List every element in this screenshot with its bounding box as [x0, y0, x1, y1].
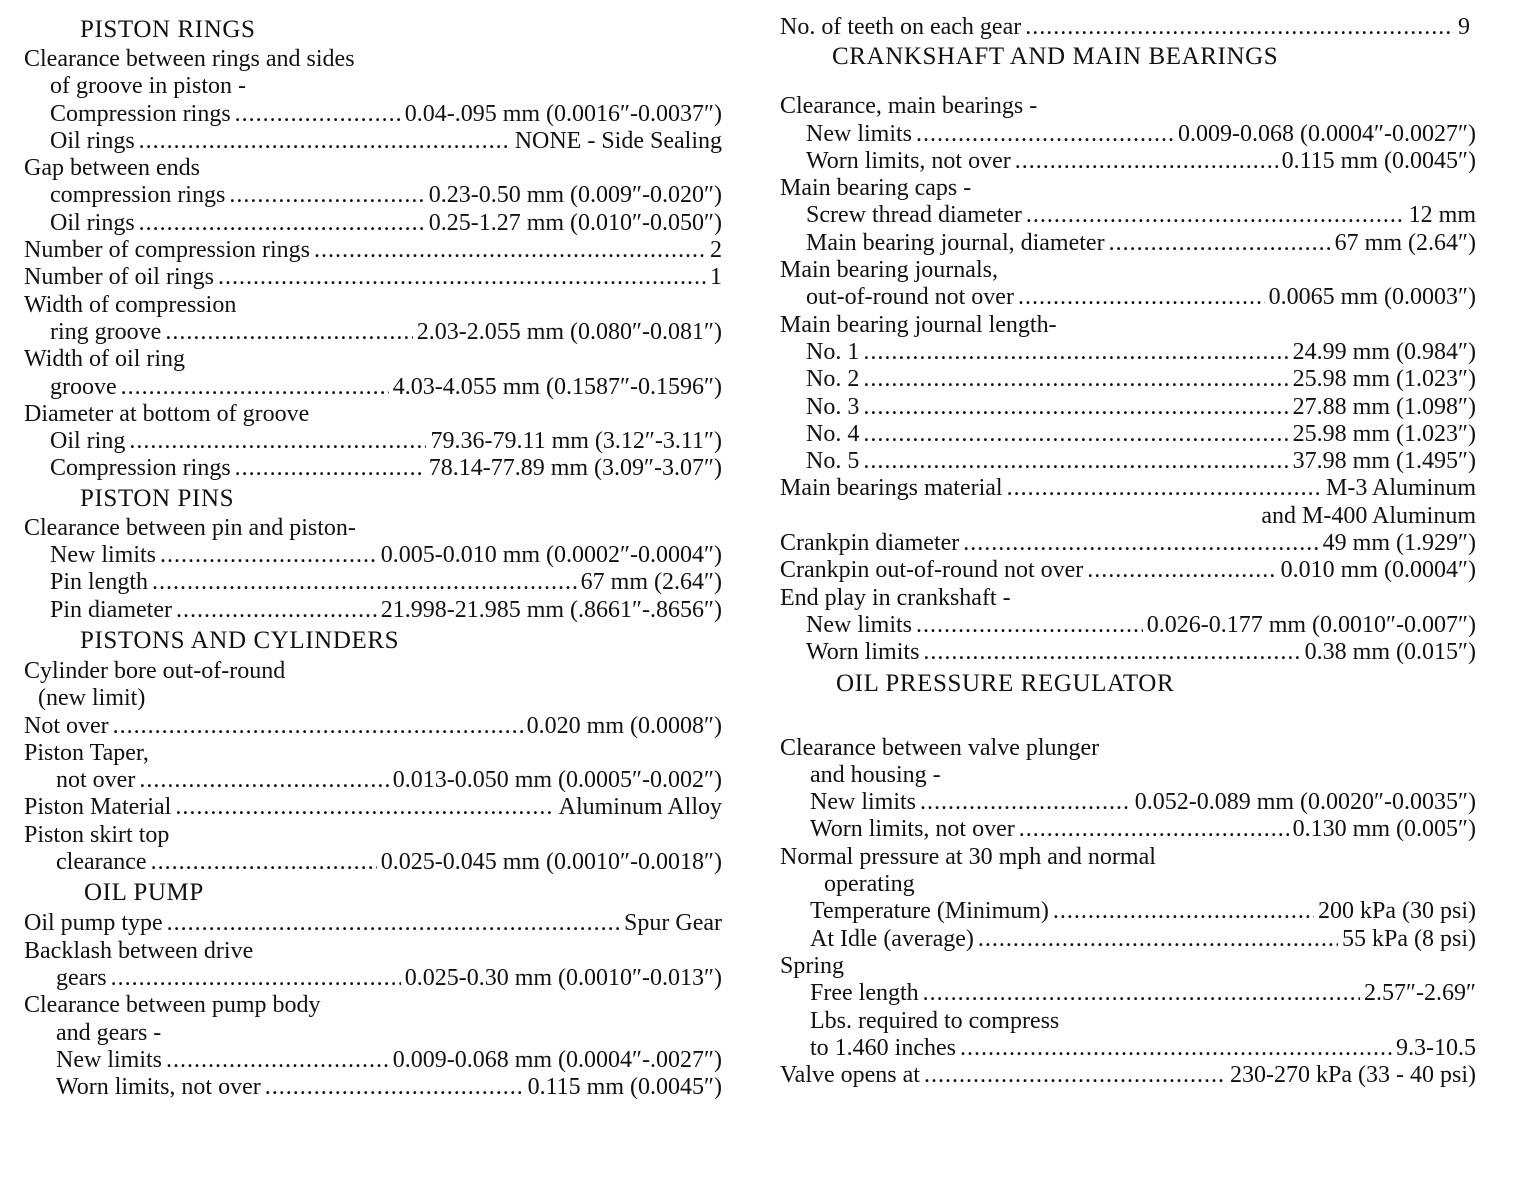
spec-row: Free length ..... 2.57″-2.69″ — [780, 980, 1476, 1007]
spec-row: New limits ..... 0.009-0.068 (0.0004″-0.0027″) — [780, 121, 1476, 148]
spacer — [780, 73, 1476, 93]
text-line: Spring — [780, 952, 845, 979]
text-line: Piston skirt top — [24, 821, 170, 848]
spec-row: Worn limits, not over ..... 0.115 mm (0.0045″) — [24, 1074, 722, 1101]
spec-row: Main bearings material ..... M-3 Aluminum — [780, 475, 1476, 502]
section-title-oil-pressure: OIL PRESSURE REGULATOR — [836, 669, 1175, 697]
text-line: (new limit) — [38, 685, 146, 712]
text-line: Main bearing journal length- — [780, 311, 1057, 338]
text-line: Cylinder bore out-of-round — [24, 657, 286, 684]
text-line: Piston Taper, — [24, 739, 149, 766]
spec-row: No. 4 ..... 25.98 mm (1.023″) — [780, 421, 1476, 448]
spec-row: No. 1 ..... 24.99 mm (0.984″) — [780, 339, 1476, 366]
text-line: Clearance, main bearings - — [780, 93, 1038, 120]
spec-row: No. 2 ..... 25.98 mm (1.023″) — [780, 366, 1476, 393]
spec-row: New limits ..... 0.005-0.010 mm (0.0002″-0.0004″) — [24, 542, 722, 569]
spec-row: not over ..... 0.013-0.050 mm (0.0005″-0.002″) — [24, 767, 722, 794]
text-line: Clearance between valve plunger — [780, 734, 1100, 761]
text-line: Clearance between pin and piston- — [24, 514, 356, 541]
text-line: and housing - — [810, 761, 941, 788]
section-title-crankshaft: CRANKSHAFT AND MAIN BEARINGS — [832, 43, 1279, 71]
spec-row: ring groove ..... 2.03-2.055 mm (0.080″-0.081″) — [24, 319, 722, 346]
spec-row: Oil ring ..... 79.36-79.11 mm (3.12″-3.11″) — [24, 428, 722, 455]
spec-row: Oil pump type ..... Spur Gear — [24, 910, 722, 937]
spec-row: groove ..... 4.03-4.055 mm (0.1587″-0.1596″) — [24, 374, 722, 401]
spec-row: Screw thread diameter ..... 12 mm — [780, 202, 1476, 229]
spec-row: Worn limits, not over ..... 0.130 mm (0.005″) — [780, 816, 1476, 843]
section-title-piston-rings: PISTON RINGS — [80, 16, 256, 43]
spec-row: New limits ..... 0.009-0.068 mm (0.0004″-.0027″) — [24, 1047, 722, 1074]
spec-row: Pin diameter ..... 21.998-21.985 mm (.8661″-.8656″) — [24, 597, 722, 624]
spec-row: Temperature (Minimum) ..... 200 kPa (30 psi) — [780, 898, 1476, 925]
text-line: Diameter at bottom of groove — [24, 400, 310, 427]
spec-row: Not over ..... 0.020 mm (0.0008″) — [24, 713, 722, 740]
spec-row: New limits ..... 0.026-0.177 mm (0.0010″-0.007″) — [780, 612, 1476, 639]
text-line: Width of oil ring — [24, 346, 186, 373]
spec-row: compression rings ..... 0.23-0.50 mm (0.009″-0.020″) — [24, 182, 722, 209]
spec-row: New limits ..... 0.052-0.089 mm (0.0020″-0.0035″) — [780, 789, 1476, 816]
section-title-oil-pump: OIL PUMP — [84, 879, 204, 907]
spec-row: Valve opens at ..... 230-270 kPa (33 - 40 psi) — [780, 1062, 1476, 1089]
spec-row: gears ..... 0.025-0.30 mm (0.0010″-0.013″) — [24, 965, 722, 992]
spec-row: Compression rings ..... 0.04-.095 mm (0.0016″-0.0037″) — [24, 101, 722, 128]
spec-row: No. of teeth on each gear ..... 9 — [780, 14, 1476, 41]
spec-row: Number of compression rings ..... 2 — [24, 237, 722, 264]
text-line: Backlash between drive — [24, 937, 254, 964]
spec-row: Compression rings ..... 78.14-77.89 mm (3.09″-3.07″) — [24, 455, 722, 482]
spec-row: Worn limits, not over ..... 0.115 mm (0.0045″) — [780, 148, 1476, 175]
spec-row: to 1.460 inches ..... 9.3-10.5 — [780, 1035, 1476, 1062]
left-column — [24, 14, 722, 1101]
spec-row: Crankpin out-of-round not over ..... 0.010 mm (0.0004″) — [780, 557, 1476, 584]
spec-row: No. 3 ..... 27.88 mm (1.098″) — [780, 394, 1476, 421]
spec-row: Oil rings ..... 0.25-1.27 mm (0.010″-0.050″) — [24, 210, 722, 237]
right-column — [780, 14, 1476, 1089]
text-line: Clearance between rings and sides — [24, 46, 355, 72]
text-line: Normal pressure at 30 mph and normal — [780, 843, 1156, 870]
text-line: Width of compression — [24, 291, 237, 318]
spacer — [780, 701, 1476, 735]
spec-row: No. 5 ..... 37.98 mm (1.495″) — [780, 448, 1476, 475]
text-line: Main bearing caps - — [780, 175, 972, 202]
section-title-pistons-cylinders: PISTONS AND CYLINDERS — [80, 626, 400, 654]
text-line: Lbs. required to compress — [810, 1007, 1060, 1034]
spec-row: At Idle (average) ..... 55 kPa (8 psi) — [780, 926, 1476, 953]
text-line: Gap between ends — [24, 155, 200, 182]
spec-row: Crankpin diameter ..... 49 mm (1.929″) — [780, 530, 1476, 557]
spec-row: Oil rings ..... NONE - Side Sealing — [24, 128, 722, 155]
text-line: Main bearing journals, — [780, 257, 998, 284]
spec-row: Number of oil rings ..... 1 — [24, 264, 722, 291]
text-line: Clearance between pump body — [24, 992, 321, 1019]
spec-row: clearance ..... 0.025-0.045 mm (0.0010″-0.0018″) — [24, 849, 722, 876]
section-title-piston-pins: PISTON PINS — [80, 484, 235, 512]
spec-row: Main bearing journal, diameter ..... 67 mm (2.64″) — [780, 230, 1476, 257]
text-line: of groove in piston - — [50, 73, 246, 100]
text-line: and gears - — [56, 1019, 162, 1046]
spec-row: out-of-round not over ..... 0.0065 mm (0.0003″) — [780, 284, 1476, 311]
text-line: End play in crankshaft - — [780, 584, 1011, 611]
text-line: and M-400 Aluminum — [1261, 502, 1476, 529]
spec-row: Worn limits ..... 0.38 mm (0.015″) — [780, 639, 1476, 666]
spec-row: Piston Material ..... Aluminum Alloy — [24, 794, 722, 821]
spec-row: Pin length ..... 67 mm (2.64″) — [24, 569, 722, 596]
text-line: operating — [824, 871, 915, 898]
